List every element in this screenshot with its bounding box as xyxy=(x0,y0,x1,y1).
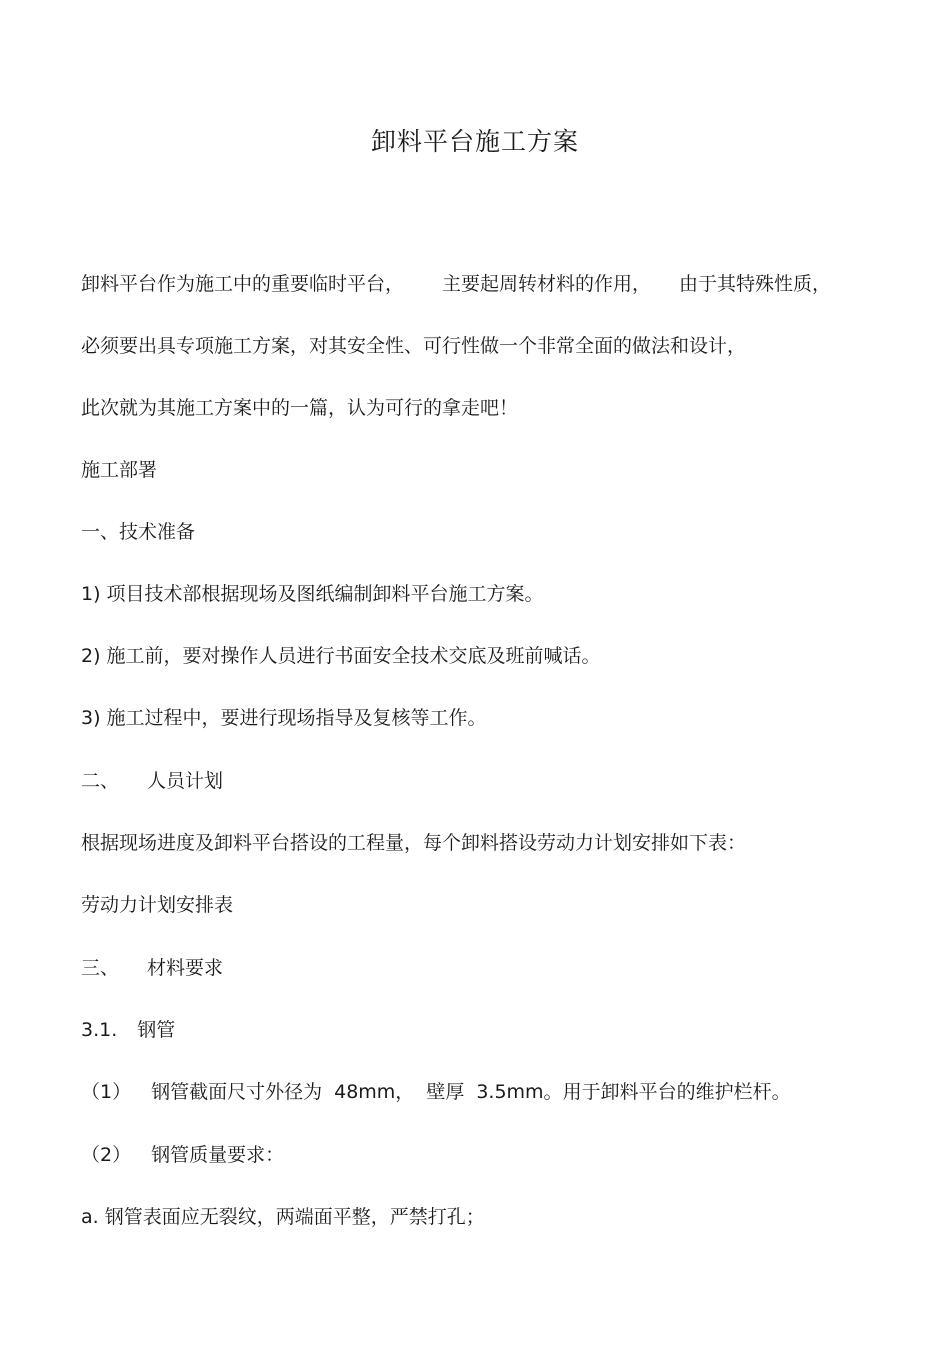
table-caption: 劳动力计划安排表 xyxy=(81,894,234,916)
materials-item-1-part-a: 钢管截面尺寸外径为 xyxy=(151,1081,323,1103)
tech-prep-heading: 一、技术准备 xyxy=(81,521,196,543)
section-heading: 施工部署 xyxy=(81,459,158,481)
materials-item-1-part-e: 用于卸料平台的维护栏杆。 xyxy=(562,1081,791,1103)
materials-heading xyxy=(81,954,223,982)
intro-line-1-part-3: 由于其特殊性质， xyxy=(679,273,832,295)
materials-heading-number: 三、 xyxy=(81,957,120,979)
tech-prep-item-3: 3) 施工过程中，要进行现场指导及复核等工作。 xyxy=(81,707,487,729)
materials-item-1-number: （1） xyxy=(81,1081,132,1103)
materials-item-2-text: 钢管质量要求： xyxy=(151,1144,285,1166)
materials-subheading-number: 3.1. xyxy=(81,1019,118,1041)
intro-line-3: 此次就为其施工方案中的一篇，认为可行的拿走吧！ xyxy=(81,397,519,419)
materials-item-1-part-b: 48mm， xyxy=(334,1081,415,1103)
materials-heading-text: 材料要求 xyxy=(147,957,224,979)
intro-line-1-part-2: 主要起周转材料的作用， xyxy=(442,273,652,295)
tech-prep-item-2: 2) 施工前，要对操作人员进行书面安全技术交底及班前喊话。 xyxy=(81,645,601,667)
personnel-heading-text: 人员计划 xyxy=(147,770,224,792)
intro-line-1 xyxy=(81,270,831,298)
materials-item-a: a. 钢管表面应无裂纹，两端面平整，严禁打孔； xyxy=(81,1206,485,1228)
personnel-body: 根据现场进度及卸料平台搭设的工程量，每个卸料搭设劳动力计划安排如下表： xyxy=(81,832,747,854)
materials-item-1-part-c: 壁厚 xyxy=(426,1081,465,1103)
materials-item-2 xyxy=(81,1141,284,1169)
personnel-heading-number: 二、 xyxy=(81,770,120,792)
personnel-heading xyxy=(81,767,223,795)
document-title: 卸料平台施工方案 xyxy=(370,127,579,156)
intro-line-1-part-1: 卸料平台作为施工中的重要临时平台， xyxy=(81,273,405,295)
materials-item-1-part-d: 3.5mm。 xyxy=(476,1081,563,1103)
intro-line-2: 必须要出具专项施工方案，对其安全性、可行性做一个非常全面的做法和设计， xyxy=(81,335,747,357)
materials-subheading-text: 钢管 xyxy=(137,1019,176,1041)
materials-item-2-number: （2） xyxy=(81,1144,132,1166)
materials-subheading xyxy=(81,1016,175,1044)
tech-prep-item-1: 1) 项目技术部根据现场及图纸编制卸料平台施工方案。 xyxy=(81,583,544,605)
materials-item-1 xyxy=(81,1078,791,1106)
